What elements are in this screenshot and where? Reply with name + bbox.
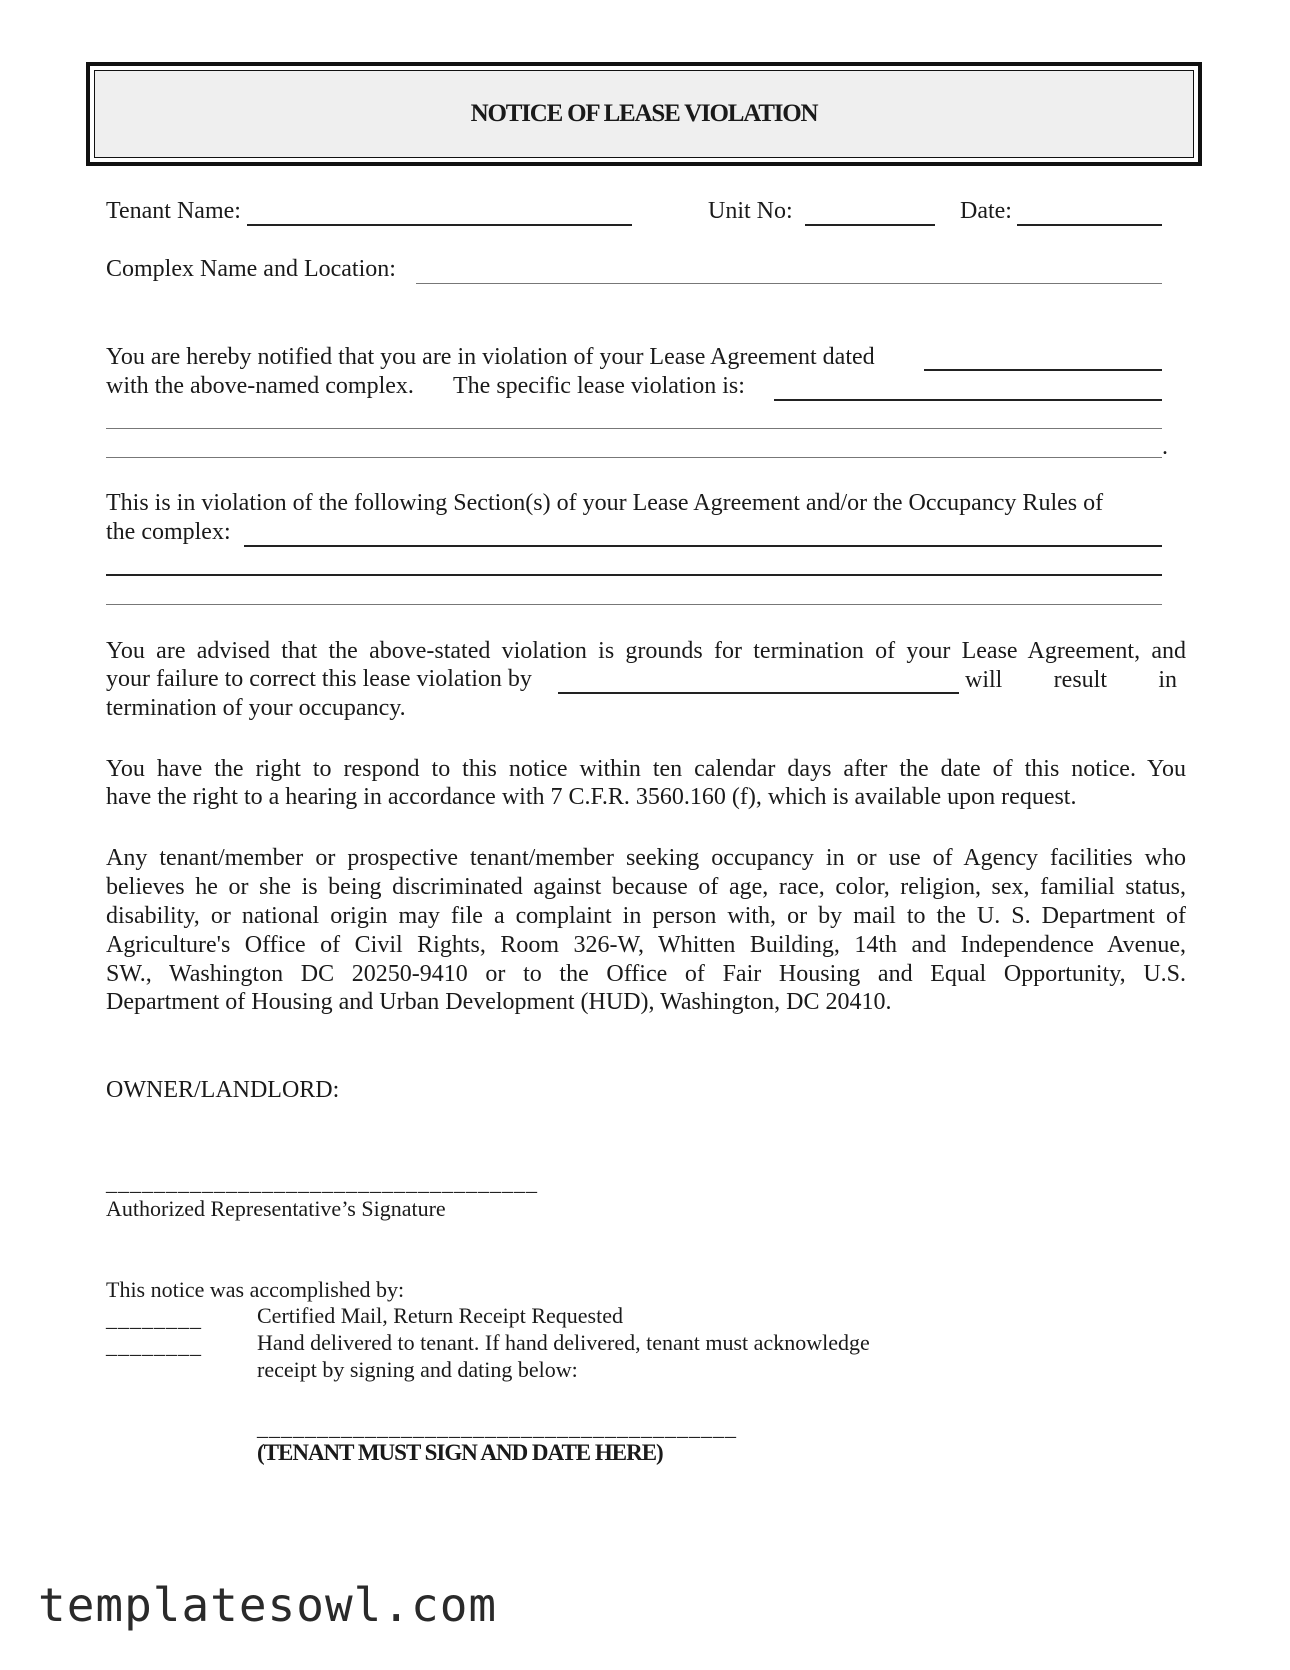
tenant-signature-caption: (TENANT MUST SIGN AND DATE HERE) (257, 1440, 663, 1465)
tenant-name-field[interactable] (247, 224, 632, 226)
complex-field[interactable] (416, 283, 1162, 284)
notification-line1: You are hereby notified that you are in violation of your Lease Agreement dated (106, 344, 875, 370)
certified-mail-option: Certified Mail, Return Receipt Requested (257, 1303, 623, 1328)
nondiscrimination-line6: Department of Housing and Urban Development (HUD), Washington, DC 20410. (106, 989, 892, 1015)
title-box (86, 62, 1202, 166)
owner-label: OWNER/LANDLORD: (106, 1077, 340, 1103)
document-title: NOTICE OF LEASE VIOLATION (470, 100, 818, 127)
complex-label: Complex Name and Location: (106, 256, 396, 282)
watermark: templatesowl.com (38, 1578, 498, 1632)
owner-signature-line[interactable]: ____________________________________ (106, 1170, 538, 1195)
sections-line1: This is in violation of the following Section(s) of your Lease Agreement and/or the Occupancy Rules of (106, 490, 1104, 516)
rights-line2: have the right to a hearing in accordance with 7 C.F.R. 3560.160 (f), which is available upon request. (106, 784, 1077, 810)
advisory-line2a: your failure to correct this lease violation by (106, 666, 532, 692)
correction-date-field[interactable] (558, 692, 959, 694)
violation-field-3[interactable] (106, 457, 1162, 458)
certified-mail-checkbox[interactable]: ________ (106, 1306, 202, 1331)
advisory-line3: termination of your occupancy. (106, 695, 406, 721)
hand-delivered-option-line1: Hand delivered to tenant. If hand delivered, tenant must acknowledge (257, 1330, 870, 1355)
notification-line2b: The specific lease violation is: (453, 373, 745, 399)
violation-period: . (1162, 434, 1168, 460)
nondiscrimination-line3: disability, or national origin may file a complaint in person with, or by mail to the U. S. Department of (106, 903, 1186, 929)
tenant-signature-line[interactable]: ________________________________________ (257, 1415, 737, 1440)
nondiscrimination-line1: Any tenant/member or prospective tenant/member seeking occupancy in or use of Agency facilities who (106, 845, 1186, 871)
unit-no-label: Unit No: (708, 198, 793, 224)
advisory-line1: You are advised that the above-stated violation is grounds for termination of your Lease Agreement, and (106, 638, 1186, 664)
violation-field-2[interactable] (106, 428, 1162, 429)
rights-line1: You have the right to respond to this notice within ten calendar days after the date of this notice. You (106, 756, 1186, 782)
nondiscrimination-line2: believes he or she is being discriminated against because of age, race, color, religion, sex, familial status, (106, 874, 1186, 900)
lease-date-field[interactable] (924, 369, 1162, 371)
title-inner (94, 70, 1194, 158)
sections-field-1[interactable] (244, 545, 1162, 547)
date-label: Date: (960, 198, 1012, 224)
delivery-heading: This notice was accomplished by: (106, 1277, 405, 1302)
nondiscrimination-line4: Agriculture's Office of Civil Rights, Room 326-W, Whitten Building, 14th and Independence Avenue, (106, 932, 1186, 958)
advisory-line2b: will result in (965, 667, 1177, 693)
nondiscrimination-line5: SW., Washington DC 20250-9410 or to the Office of Fair Housing and Equal Opportunity, U.S. (106, 961, 1186, 987)
unit-no-field[interactable] (805, 224, 935, 226)
sections-field-2[interactable] (106, 574, 1162, 576)
violation-field-1[interactable] (774, 399, 1162, 401)
date-field[interactable] (1017, 224, 1162, 226)
hand-delivered-option-line2: receipt by signing and dating below: (257, 1357, 578, 1382)
owner-signature-caption: Authorized Representative’s Signature (106, 1196, 446, 1221)
hand-delivered-checkbox[interactable]: ________ (106, 1333, 202, 1358)
sections-line2: the complex: (106, 519, 231, 545)
tenant-name-label: Tenant Name: (106, 198, 241, 224)
sections-field-3[interactable] (106, 604, 1162, 605)
notification-line2a: with the above-named complex. (106, 373, 414, 399)
